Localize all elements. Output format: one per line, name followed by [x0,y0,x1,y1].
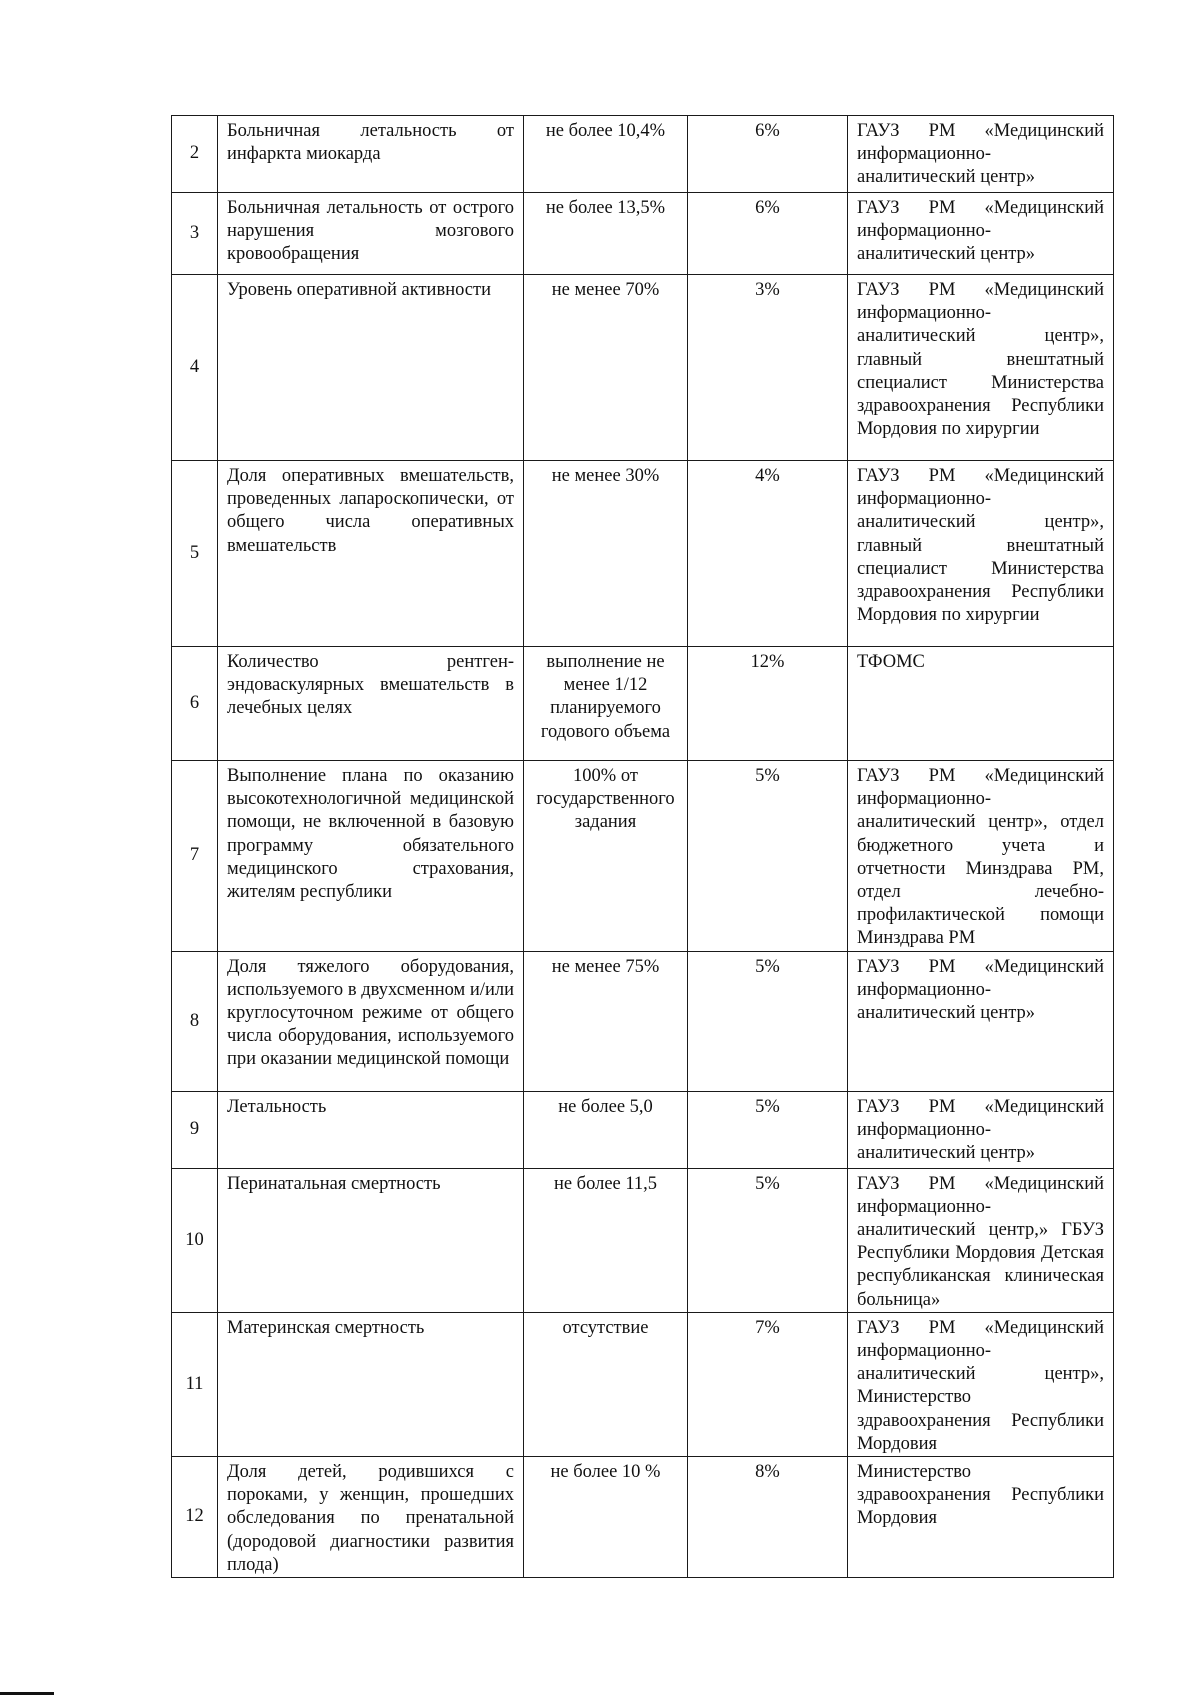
data-source: ГАУЗ РМ «Медицинский информационно-аналитический центр» [848,951,1114,1091]
weight-percent: 4% [688,461,848,647]
table-row [172,1091,1114,1168]
table-row [172,116,1114,193]
row-number: 3 [172,193,218,275]
data-source: ГАУЗ РМ «Медицинский информационно-аналитический центр», Министерство здравоохранения Республики Мордовия [848,1312,1114,1456]
indicator-name: Выполнение плана по оказанию высокотехнологичной медицинской помощи, не включенной в базовую программу обязательного медицинского страхования, жителям республики [218,761,524,952]
indicator-name: Уровень оперативной активности [218,275,524,461]
row-number: 7 [172,761,218,952]
table-row [172,1168,1114,1312]
indicators-table [171,115,1114,1578]
table-row [172,647,1114,761]
target-value: 100% от государственного задания [524,761,688,952]
row-number: 5 [172,461,218,647]
row-number: 9 [172,1091,218,1168]
row-number: 2 [172,116,218,193]
table-row [172,1312,1114,1456]
target-value: не менее 70% [524,275,688,461]
row-number: 12 [172,1457,218,1578]
indicator-name: Количество рентген-эндоваскулярных вмешательств в лечебных целях [218,647,524,761]
indicator-name: Летальность [218,1091,524,1168]
indicator-name: Перинатальная смертность [218,1168,524,1312]
weight-percent: 5% [688,1091,848,1168]
target-value: не более 13,5% [524,193,688,275]
indicator-name: Доля детей, родившихся с пороками, у женщин, прошедших обследования по пренатальной (дородовой диагностики развития плода) [218,1457,524,1578]
row-number: 4 [172,275,218,461]
row-number: 6 [172,647,218,761]
data-source: ГАУЗ РМ «Медицинский информационно-аналитический центр», главный внештатный специалист Министерства здравоохранения Республики Мордовия по хирургии [848,461,1114,647]
weight-percent: 8% [688,1457,848,1578]
table-row [172,193,1114,275]
row-number: 8 [172,951,218,1091]
row-number: 11 [172,1312,218,1456]
table-row [172,761,1114,952]
data-source: ГАУЗ РМ «Медицинский информационно-аналитический центр,» ГБУЗ Республики Мордовия Детская республиканская клиническая больница» [848,1168,1114,1312]
data-source: ГАУЗ РМ «Медицинский информационно-аналитический центр» [848,116,1114,193]
data-source: ГАУЗ РМ «Медицинский информационно-аналитический центр», отдел бюджетного учета и отчетности Минздрава РМ, отдел лечебно-профилактической помощи Минздрава РМ [848,761,1114,952]
target-value: отсутствие [524,1312,688,1456]
weight-percent: 5% [688,951,848,1091]
data-source: ГАУЗ РМ «Медицинский информационно-аналитический центр» [848,1091,1114,1168]
indicator-name: Доля тяжелого оборудования, используемого в двухсменном и/или круглосуточном режиме от общего числа оборудования, используемого при оказании медицинской помощи [218,951,524,1091]
table-row [172,951,1114,1091]
weight-percent: 5% [688,1168,848,1312]
data-source: Министерство здравоохранения Республики Мордовия [848,1457,1114,1578]
indicator-name: Доля оперативных вмешательств, проведенных лапароскопически, от общего числа оперативных вмешательств [218,461,524,647]
table-row [172,275,1114,461]
target-value: не более 10,4% [524,116,688,193]
indicator-name: Больничная летальность от инфаркта миокарда [218,116,524,193]
target-value: не более 5,0 [524,1091,688,1168]
target-value: не более 10 % [524,1457,688,1578]
weight-percent: 5% [688,761,848,952]
data-source: ГАУЗ РМ «Медицинский информационно-аналитический центр» [848,193,1114,275]
weight-percent: 12% [688,647,848,761]
target-value: не менее 75% [524,951,688,1091]
table-row [172,1457,1114,1578]
weight-percent: 3% [688,275,848,461]
weight-percent: 6% [688,193,848,275]
row-number: 10 [172,1168,218,1312]
footer-rule [0,1692,54,1695]
weight-percent: 7% [688,1312,848,1456]
weight-percent: 6% [688,116,848,193]
indicator-name: Больничная летальность от острого нарушения мозгового кровообращения [218,193,524,275]
target-value: не менее 30% [524,461,688,647]
data-source: ТФОМС [848,647,1114,761]
target-value: не более 11,5 [524,1168,688,1312]
data-source: ГАУЗ РМ «Медицинский информационно-аналитический центр», главный внештатный специалист Министерства здравоохранения Республики Мордовия по хирургии [848,275,1114,461]
target-value: выполнение не менее 1/12 планируемого годового объема [524,647,688,761]
table-row [172,461,1114,647]
indicator-name: Материнская смертность [218,1312,524,1456]
